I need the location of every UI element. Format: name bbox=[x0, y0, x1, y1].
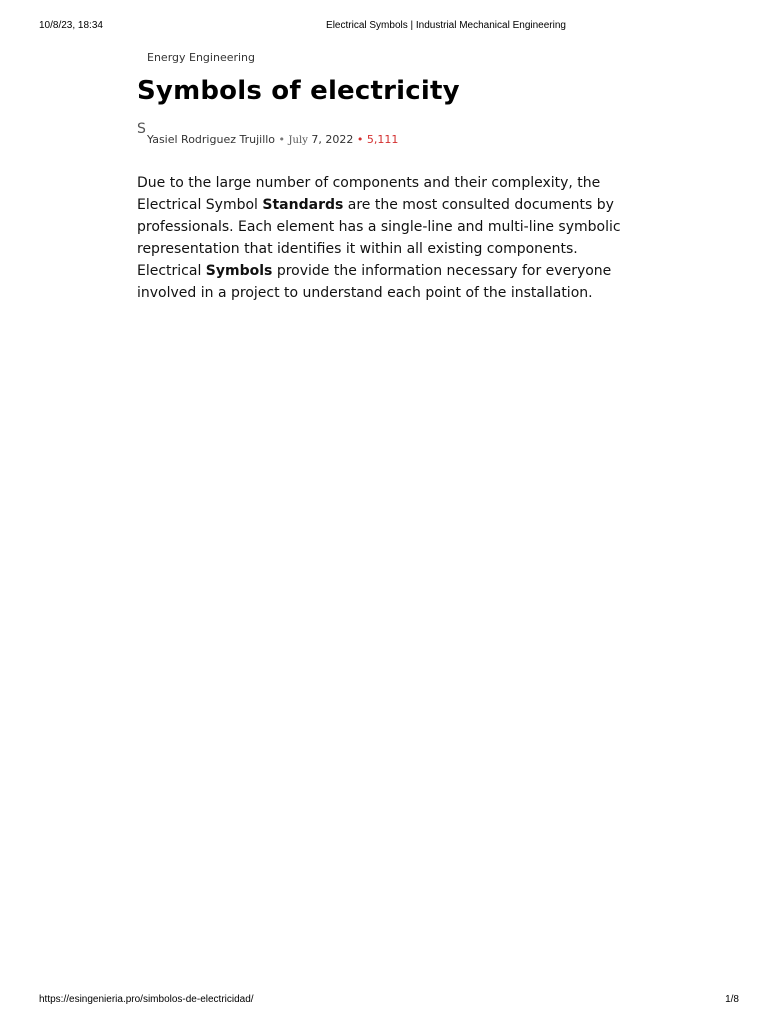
meta-separator: • bbox=[278, 133, 286, 146]
category-link[interactable]: Energy Engineering bbox=[147, 51, 256, 64]
author-name[interactable]: Yasiel Rodriguez Trujillo bbox=[147, 133, 276, 146]
print-page-number: 1/8 bbox=[725, 994, 739, 1005]
article bbox=[137, 50, 637, 304]
print-datetime: 10/8/23, 18:34 bbox=[39, 20, 103, 31]
print-header bbox=[0, 20, 768, 34]
date-month: July bbox=[288, 135, 308, 146]
author-avatar[interactable]: S bbox=[137, 121, 146, 137]
paragraph-text: Due to the large number of components and their complexity, the Electrical Symbol bbox=[137, 175, 601, 213]
paragraph-bold-standards: Standards bbox=[262, 197, 344, 213]
paragraph-text: provide the information necessary for everyone involved in a project to understand each point of the installation. bbox=[137, 263, 612, 301]
print-footer bbox=[0, 994, 768, 1008]
article-title: Symbols of electricity bbox=[137, 76, 460, 106]
article-paragraph bbox=[137, 172, 627, 304]
article-meta bbox=[147, 133, 637, 148]
print-page-title: Electrical Symbols | Industrial Mechanical Engineering bbox=[326, 20, 566, 31]
paragraph-bold-symbols: Symbols bbox=[205, 263, 273, 279]
date-day-year: 7, 2022 bbox=[311, 133, 354, 146]
view-count: 5,111 bbox=[366, 133, 399, 146]
meta-separator: • bbox=[356, 133, 364, 146]
print-url: https://esingenieria.pro/simbolos-de-electricidad/ bbox=[39, 994, 254, 1005]
paragraph-text: are the most consulted documents by professionals. Each element has a single-line and multi-line symbolic representation that identifies it within all existing components. Electrical bbox=[137, 197, 621, 279]
